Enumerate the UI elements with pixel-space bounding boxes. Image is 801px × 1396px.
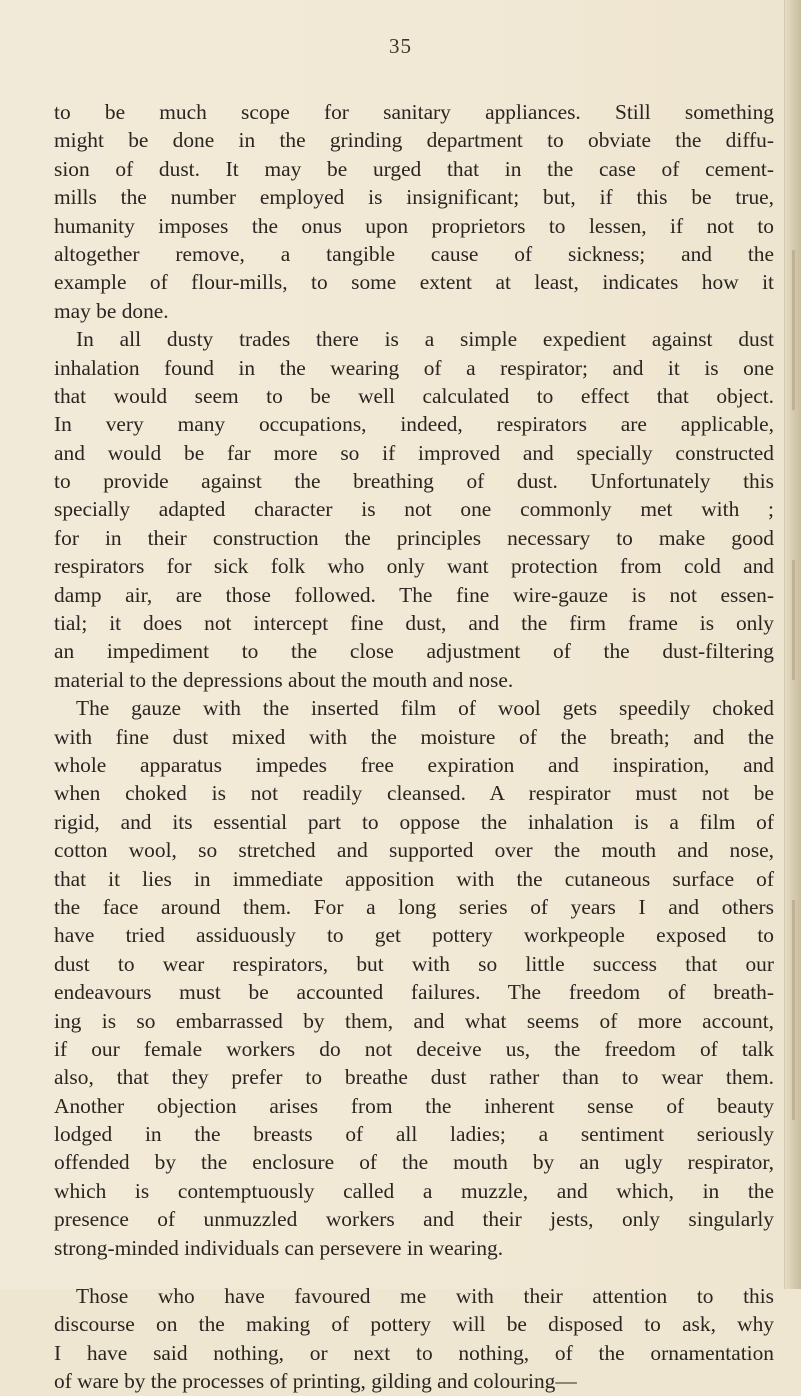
- text-line: mills the number employed is insignificant; but, if this be true,: [54, 185, 774, 210]
- text-line: altogether remove, a tangible cause of sickness; and the: [54, 241, 774, 266]
- text-line: material to the depressions about the mouth and nose.: [54, 667, 514, 692]
- text-line: to be much scope for sanitary appliances. Still something: [54, 100, 774, 124]
- paragraph: [54, 1282, 774, 1396]
- text-line: that it lies in immediate apposition with the cutaneous surface of: [54, 866, 774, 891]
- text-line: lodged in the breasts of all ladies; a sentiment seriously: [54, 1122, 774, 1147]
- text-line: ing is so embarrassed by them, and what seems of more account,: [54, 1008, 774, 1033]
- text-line: In all dusty trades there is a simple expedient against dust: [76, 327, 774, 352]
- text-line: may be done.: [54, 298, 169, 323]
- text-line: sion of dust. It may be urged that in the case of cement-: [54, 156, 774, 181]
- paragraph-gap: [54, 1262, 774, 1282]
- text-line: that would seem to be well calculated to effect that object.: [54, 383, 774, 408]
- text-line: strong-minded individuals can persevere in wearing.: [54, 1235, 504, 1260]
- text-line: when choked is not readily cleansed. A respirator must not be: [54, 781, 774, 806]
- text-line: tial; it does not intercept fine dust, and the firm frame is only: [54, 611, 774, 636]
- paragraph: [54, 325, 774, 1262]
- text-line: humanity imposes the onus upon proprietors to lessen, if not to: [54, 213, 774, 238]
- text-line: might be done in the grinding department to obviate the diffu-: [54, 128, 774, 153]
- text-line: offended by the enclosure of the mouth by an ugly respirator,: [54, 1150, 774, 1175]
- text-line: dust to wear respirators, but with so little success that our: [54, 951, 774, 976]
- text-line: Another objection arises from the inherent sense of beauty: [54, 1093, 774, 1118]
- text-line: presence of unmuzzled workers and their jests, only singularly: [54, 1207, 774, 1232]
- text-line: In very many occupations, indeed, respirators are applicable,: [54, 412, 774, 437]
- text-line: whole apparatus impedes free expiration and inspiration, and: [54, 752, 774, 777]
- text-line: if our female workers do not deceive us, the freedom of talk: [54, 1036, 774, 1061]
- text-line: damp air, are those followed. The fine wire-gauze is not essen-: [54, 582, 774, 607]
- text-line: example of flour-mills, to some extent at least, indicates how it: [54, 270, 774, 295]
- text-line: Those who have favoured me with their attention to this: [76, 1284, 774, 1309]
- text-line: for in their construction the principles necessary to make good: [54, 525, 774, 550]
- paragraph: [54, 98, 774, 325]
- text-line: The gauze with the inserted film of wool gets speedily choked: [76, 696, 774, 721]
- text-line: to provide against the breathing of dust. Unfortunately this: [54, 469, 774, 494]
- text-line: which is contemptuously called a muzzle, and which, in the: [54, 1178, 774, 1203]
- page-edge: [784, 0, 801, 1289]
- text-line: of ware by the processes of printing, gilding and colouring—: [54, 1369, 577, 1394]
- text-line: endeavours must be accounted failures. The freedom of breath-: [54, 980, 774, 1005]
- text-line: I have said nothing, or next to nothing, of the ornamentation: [54, 1340, 774, 1365]
- text-line: with fine dust mixed with the moisture of the breath; and the: [54, 724, 774, 749]
- text-line: also, that they prefer to breathe dust rather than to wear them.: [54, 1065, 774, 1090]
- text-line: respirators for sick folk who only want protection from cold and: [54, 554, 774, 579]
- body-text: [54, 98, 774, 1396]
- text-line: specially adapted character is not one commonly met with ;: [54, 497, 774, 522]
- text-line: have tried assiduously to get pottery workpeople exposed to: [54, 923, 774, 948]
- text-line: discourse on the making of pottery will be disposed to ask, why: [54, 1312, 774, 1337]
- page-number: 35: [389, 34, 412, 58]
- text-line: inhalation found in the wearing of a respirator; and it is one: [54, 355, 774, 380]
- text-line: and would be far more so if improved and specially constructed: [54, 440, 774, 465]
- text-line: the face around them. For a long series of years I and others: [54, 894, 774, 919]
- text-line: cotton wool, so stretched and supported over the mouth and nose,: [54, 838, 774, 863]
- text-line: an impediment to the close adjustment of the dust-filtering: [54, 639, 774, 664]
- text-line: rigid, and its essential part to oppose the inhalation is a film of: [54, 809, 774, 834]
